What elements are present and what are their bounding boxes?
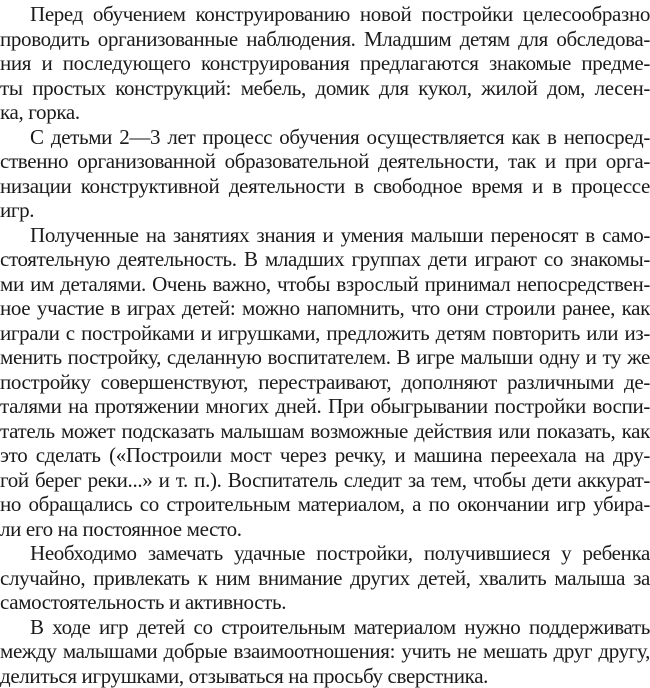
text-line: низации конструктивной деятельности в свободное время и в процессе: [0, 173, 650, 198]
text-line: между малышами добрые взаимоотношения: учить не мешать друг другу,: [0, 639, 650, 663]
text-line: ка, горка.: [0, 100, 80, 124]
text-line: ное участие в играх детей: можно напомнить, что они строили ранее, как: [0, 296, 650, 320]
text-line: ли его на постоянное место.: [0, 516, 242, 541]
text-line: это сделать («Построили мост через речку, и машина переехала на дру-: [0, 443, 650, 467]
text-line: ственно организованной образовательной деятельности, так и при орга-: [0, 149, 650, 173]
text-line: случайно, привлекать к ним внимание других детей, хвалить малыша за: [0, 565, 650, 590]
text-line: Перед обучением конструированию новой постройки целесообразно: [30, 2, 650, 26]
text-line: С детьми 2—3 лет процесс обучения осуществляется как в непосред-: [30, 124, 650, 149]
text-line: играли с постройками и игрушками, предложить детям повторить или из-: [0, 320, 650, 345]
text-line: ми им деталями. Очень важно, чтобы взрослый принимал непосредствен-: [0, 271, 650, 296]
text-line: но обращались со строительным материалом, а по окончании игр убира-: [0, 492, 650, 516]
text-line: Необходимо замечать удачные постройки, получившиеся у ребенка: [30, 541, 650, 565]
text-line: делиться игрушками, отзываться на просьбу сверстника.: [0, 663, 489, 688]
text-line: гой берег реки...» и т. п.). Воспитатель следит за тем, чтобы дети аккурат-: [0, 467, 650, 492]
text-line: татель может подсказать малышам возможные действия или показать, как: [0, 418, 650, 443]
text-line: Полученные на занятиях знания и умения малыши переносят в само-: [30, 222, 650, 247]
text-line: талями на протяжении многих дней. При обыгрывании постройки воспи-: [0, 394, 650, 418]
text-line: постройку совершенствуют, перестраивают, дополняют различными де-: [0, 369, 650, 394]
text-line: самостоятельность и активность.: [0, 590, 287, 614]
text-line: В ходе игр детей со строительным материалом нужно поддерживать: [30, 614, 650, 639]
text-line: ты простых конструкций: мебель, домик для кукол, жилой дом, лесен-: [0, 75, 650, 100]
text-line: игр.: [0, 198, 35, 222]
text-line: стоятельную деятельность. В младших группах дети играют со знакомы-: [0, 247, 650, 271]
text-line: ния и последующего конструирования предлагаются знакомые предме-: [0, 51, 650, 75]
text-line: проводить организованные наблюдения. Младшим детям для обследова-: [0, 26, 650, 51]
text-line: менить постройку, сделанную воспитателем. В игре малыши одну и ту же: [0, 345, 650, 369]
